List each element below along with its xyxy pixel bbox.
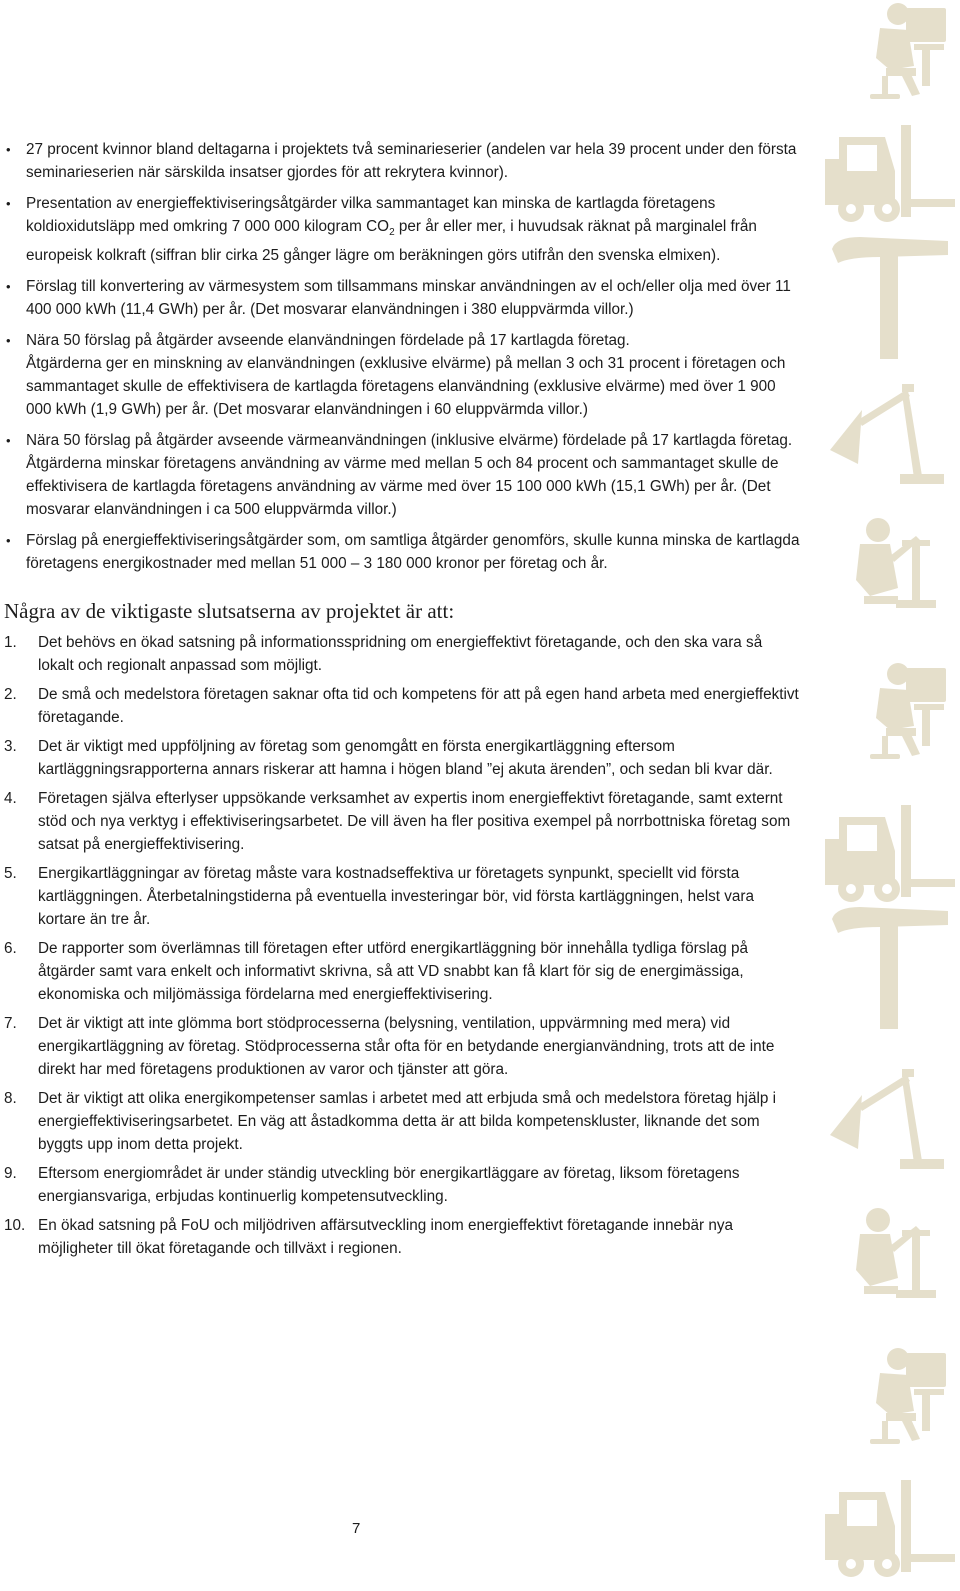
item-text: Det är viktigt med uppföljning av företag som genomgått en första energikartläggning eftersom kartläggningsrapporterna annars riskerar att hamna i högen bland ”ej akuta ärenden”, och sedan bli kvar där. [38, 738, 773, 779]
desk-lamp-icon [830, 384, 944, 484]
bullet-text: Presentation av energieffektiviseringsåtgärder vilka sammantaget kan minska de kartlagda företagens koldioxidutsläpp med omkring 7 000 000 kilogram CO [26, 195, 716, 235]
bullet-text: per år eller mer, i huvudsak räknat på marginalel från europeisk kolkraft (siffran blir cirka 25 gånger lägre om beräkningen görs utifrån den svenska elmixen). [26, 218, 757, 265]
item-number: 3. [4, 738, 17, 756]
bullet-item: • Förslag på energieffektiviseringsåtgärder som, om samtliga åtgärder genomförs, skulle kunna minska de kartlagda företagens energikostnader med mellan 51 000 – 3 180 000 kronor per företag och år. [0, 529, 800, 575]
item-number: 2. [4, 686, 17, 704]
worker-at-workbench-icon [856, 1208, 936, 1298]
page-number: 7 [352, 1520, 361, 1537]
hammer-icon [832, 907, 948, 1029]
conclusion-item [0, 862, 800, 931]
item-number: 4. [4, 790, 17, 808]
desk-lamp-icon [830, 1069, 944, 1169]
subscript: 2 [389, 227, 395, 239]
results-bullet-list [0, 138, 800, 352]
item-number: 7. [4, 1015, 17, 1033]
results-bullet-list-2 [0, 429, 800, 575]
sidebar-icons-group [825, 3, 955, 1577]
item-text: Eftersom energiområdet är under ständig utveckling bör energikartläggare av företag, liksom företagens energiansvariga, erbjudas kontinuerlig kompetensutveckling. [38, 1165, 740, 1206]
icon-column-graphic [810, 0, 960, 1591]
hammer-icon [832, 237, 948, 359]
bullet-item: • 27 procent kvinnor bland deltagarna i projektets två seminarieserier (andelen var hela 39 procent under den första seminarieserien när särskilda insatser gjordes för att rekrytera kvinnor). [0, 138, 800, 184]
item-text: Det är viktigt att inte glömma bort stödprocesserna (belysning, ventilation, uppvärmning med mera) vid energikartläggning av företag. Stödprocesserna står ofta för en betydande energianvändning, trots att de inte direkt har med företagens produktionen av varor och tjänster att göra. [38, 1015, 775, 1079]
conclusion-item [0, 1012, 800, 1081]
bullet-item: • Nära 50 förslag på åtgärder avseende elanvändningen fördelade på 17 kartlagda företag. [0, 329, 800, 352]
item-text: En ökad satsning på FoU och miljödriven affärsutveckling inom energieffektivt företagande innebär nya möjligheter till ökat företagande och tillväxt i regionen. [38, 1217, 733, 1258]
conclusion-item [0, 683, 800, 729]
item-text: Företagen själva efterlyser uppsökande verksamhet av expertis inom energieffektivt företagande, samt externt stöd och nya verktyg i effektiviseringsarbetet. De vill även ha fler positiva exempel på norrbottniska företag som satsat på energieffektivisering. [38, 790, 791, 854]
item-number: 1. [4, 634, 17, 652]
item-number: 10. [4, 1217, 26, 1235]
item-number: 8. [4, 1090, 17, 1108]
item-number: 5. [4, 865, 17, 883]
conclusion-item [0, 787, 800, 856]
worker-at-computer-icon [870, 3, 946, 99]
bullet-item: • Förslag till konvertering av värmesystem som tillsammans minskar användningen av el och/eller olja med över 11 400 000 kWh (11,4 GWh) per år. (Det mosvarar elanvändningen i 380 eluppvärmda villor.) [0, 275, 800, 321]
forklift-icon [825, 805, 955, 902]
item-number: 6. [4, 940, 17, 958]
conclusion-item [0, 1214, 800, 1260]
item-text: Energikartläggningar av företag måste vara kostnadseffektiva ur företagets synpunkt, speciellt vid första kartläggningen. Återbetalningstiderna på eventuella investeringar bör, vid första kartläggningen, helst vara kortare än tre år. [38, 865, 755, 929]
section-heading: Några av de viktigaste slutsatserna av projektet är att: [4, 599, 455, 624]
worker-at-workbench-icon [856, 518, 936, 608]
bullet-item: • Nära 50 förslag på åtgärder avseende värmeanvändningen (inklusive elvärme) fördelade på 17 kartlagda företag. Åtgärderna minskar företagens användning av värme med mellan 5 och 84 procent och sammantaget skulle de effektivisera de kartlagda företagens användning av värme med över 15 100 000 kWh (15,1 GWh) per år. (Det mosvarar elanvändningen i ca 500 eluppvärmda villor.) [0, 429, 800, 521]
conclusion-item [0, 1162, 800, 1208]
bullet-item [0, 192, 800, 267]
conclusion-item [0, 631, 800, 677]
worker-at-computer-icon [870, 1348, 946, 1444]
item-text: Det är viktigt att olika energikompetenser samlas i arbetet med att erbjuda små och medelstora företag hjälp i energieffektiviseringsarbetet. En väg att åstadkomma detta är att bilda kompetenskluster, liknande det som byggts upp inom detta projekt. [38, 1090, 777, 1154]
conclusions-list [0, 631, 800, 1260]
conclusion-item [0, 735, 800, 781]
forklift-icon [825, 1480, 955, 1577]
worker-at-computer-icon [870, 663, 946, 759]
decorative-icon-column [810, 0, 960, 1591]
item-text: De små och medelstora företagen saknar ofta tid och kompetens för att på egen hand arbeta med energieffektivt företagande. [38, 686, 799, 727]
item-number: 9. [4, 1165, 17, 1183]
item-text: De rapporter som överlämnas till företagen efter utförd energikartläggning bör innehålla tydliga förslag på åtgärder samt vara enkelt och informativt skrivna, så att VD snabbt kan få klart för sig de energimässiga, ekonomiska och miljömässiga fördelarna med energieffektivisering. [38, 940, 749, 1004]
bullet-continuation: Åtgärderna ger en minskning av elanvändningen (exklusive elvärme) på mellan 3 och 31 procent i företagen och sammantaget skulle de effektivisera de kartlagda företagens elanvändning (exklusive elvärme) med över 1 900 000 kWh (1,9 GWh) per år. (Det mosvarar elanvändningen i 60 eluppvärmda villor.) [26, 355, 786, 419]
forklift-icon [825, 125, 955, 222]
main-content [0, 138, 800, 1266]
conclusion-item [0, 1087, 800, 1156]
item-text: Det behövs en ökad satsning på informationsspridning om energieffektivt företagande, och den ska vara så lokalt och regionalt anpassad som möjligt. [38, 634, 763, 675]
conclusion-item [0, 937, 800, 1006]
